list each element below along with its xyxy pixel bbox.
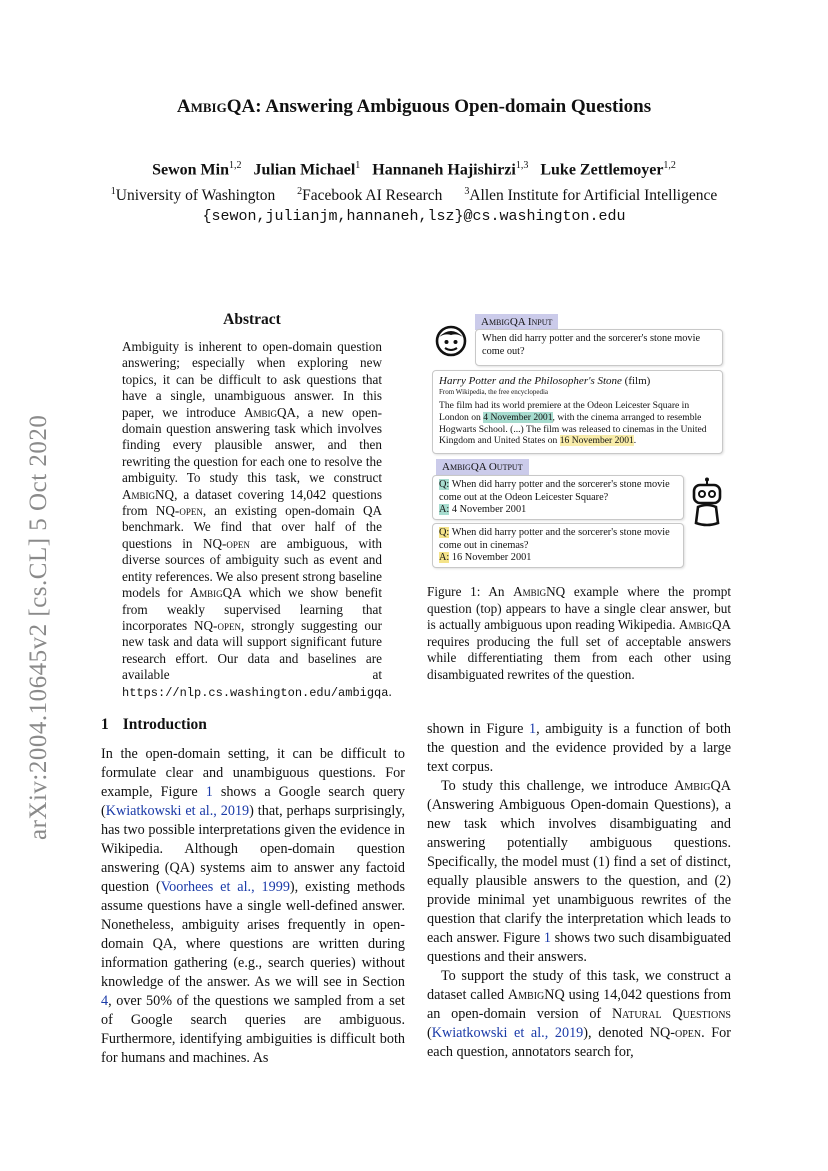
author-list (0, 160, 828, 179)
question-bubble: When did harry potter and the sorcerer's stone movie come out? (475, 329, 723, 366)
arxiv-stamp: arXiv:2004.10645v2 [cs.CL] 5 Oct 2020 (25, 414, 52, 840)
figure-caption: Figure 1: An AmbigNQ example where the prompt question (top) appears to have a single clear answer, but is actually ambiguous upon reading Wikipedia. AmbigQA requires producing the full set of acceptable answers while differentiating them from each other using disambiguated rewrites of the question. (427, 584, 732, 682)
affiliation: $^2$Facebook AI Research (297, 186, 443, 205)
title-rest: : Answering Ambiguous Open-domain Questions (255, 96, 652, 117)
figure-ref-link[interactable]: 1 (543, 930, 551, 946)
figure-ref-link[interactable]: 1 (529, 721, 537, 737)
user-face-icon (434, 324, 468, 358)
answer-highlight: 4 November 2001 (483, 411, 553, 423)
citation-link[interactable]: Voorhees et al., 1999 (160, 879, 290, 895)
affiliation: $^1$University of Washington (110, 186, 276, 205)
figure-ref-link[interactable]: 1 (205, 784, 213, 800)
author-name: Sewon Min (152, 161, 229, 179)
intro-paragraph-left: In the open-domain setting, it can be difficult to formulate clear and unambiguous questions. For example, Figure 1 shows a Google search query (Kwiatkowski et al., 2019) that, perhaps surprisingly, has two possible interpretations given the evidence in Wikipedia. Although open-domain question answering (QA) systems aim to answer any factoid question (Voorhees et al., 1999), existing methods assume questions have a single well-defined answer. Nonetheless, ambiguity arises frequently in open-domain QA, where questions are written during information gathering (e.g., search queries) without knowledge of the answer. As we will see in Section 4, over 50% of the questions we sampled from a set of Google search queries are ambiguous. Furthermore, identifying ambiguities is difficult both for humans and machines. As (101, 746, 406, 1066)
output-tag: AmbigQA Output (436, 459, 529, 475)
section-heading: 1 Introduction (101, 716, 207, 733)
intro-column-right (427, 720, 731, 1062)
citation-link[interactable]: Kwiatkowski et al., 2019 (105, 803, 250, 819)
affiliation: $^3$Allen Institute for Artificial Intelligence (464, 186, 718, 205)
disambiguated-qa-1: Q: When did harry potter and the sorcerer's stone movie come out at the Odeon Leicester Square? A: 4 November 2001 (432, 475, 684, 520)
robot-icon (690, 477, 724, 527)
abstract-body: Ambiguity is inherent to open-domain question answering; especially when exploring new topics, it can be difficult to ask questions that have a single, unambiguous answer. In this paper, we introduce AmbigQA, a new open-domain question answering task which involves finding every plausible answer, and then rewriting the question for each one to resolve the ambiguity. To study this task, we construct AmbigNQ, a dataset covering 14,042 questions from NQ-open, an existing open-domain QA benchmark. We find that over half of the questions in NQ-open are ambiguous, with diverse sources of ambiguity such as event and entity references. We also present strong baseline models for AmbigQA which we show benefit from weakly supervised learning that incorporates NQ-open, strongly suggesting our new task and data will support significant future research effort. Our data and baselines are available at https://nlp.cs.washington.edu/ambigqa. (122, 339, 392, 700)
author-affil-mark: 1,3 (515, 160, 529, 171)
input-tag: AmbigQA Input (475, 314, 558, 330)
doc-source: From Wikipedia, the free encyclopedia (439, 388, 549, 396)
title-system-name: AmbigQA (176, 96, 256, 117)
dataset-link[interactable]: https://nlp.cs.washington.edu/ambigqa (122, 685, 389, 700)
doc-title: Harry Potter and the Philosopher's Stone (439, 375, 622, 387)
answer-highlight: 16 November 2001 (559, 435, 634, 447)
author-affil-mark: 1 (355, 160, 361, 171)
intro-paragraph: To study this challenge, we introduce AmbigQA (Answering Ambiguous Open-domain Questions), a new task which involves disambiguating and answering potentially ambiguous questions. Specifically, the model must (1) find a set of distinct, equally plausible answers to the question, and (2) provide minimal yet unambiguous rewrites of the question that clarify the interpretation which leads to each answer. Figure 1 shows two such disambiguated questions and their answers. (427, 778, 731, 965)
intro-paragraph: shown in Figure 1, ambiguity is a function of both the question and the evidence provided by a large text corpus. (427, 721, 731, 775)
abstract-heading: Abstract (223, 311, 281, 328)
citation-link[interactable]: Kwiatkowski et al., 2019 (431, 1025, 584, 1041)
author-emails: {sewon,julianjm,hannaneh,lsz}@cs.washington.edu (202, 208, 626, 225)
author-affil-mark: 1,2 (663, 160, 676, 171)
section-ref-link[interactable]: 4 (101, 993, 109, 1009)
figure-1 (428, 312, 728, 572)
disambiguated-qa-2: Q: When did harry potter and the sorcerer's stone movie come out in cinemas? A: 16 November 2001 (432, 523, 684, 568)
author-name: Hannaneh Hajishirzi (372, 161, 516, 179)
wikipedia-passage: Harry Potter and the Philosopher's Stone (film) From Wikipedia, the free encyclopedia The film had its world premiere at the Odeon Leicester Square in London on 4 November 2001, with the cinema arranged to resemble Hogwarts School. (...) The film was released to cinemas in the United Kingdom and United States on 16 November 2001. (432, 370, 723, 454)
author-name: Julian Michael (253, 161, 356, 179)
author-name: Luke Zettlemoyer (540, 161, 664, 179)
intro-paragraph: To support the study of this task, we construct a dataset called AmbigNQ using 14,042 questions from an open-domain version of Natural Questions (Kwiatkowski et al., 2019), denoted NQ-open. For each question, annotators search for, (427, 968, 731, 1060)
affiliation-list (0, 186, 828, 205)
author-affil-mark: 1,2 (228, 160, 242, 171)
paper-title (0, 96, 828, 118)
